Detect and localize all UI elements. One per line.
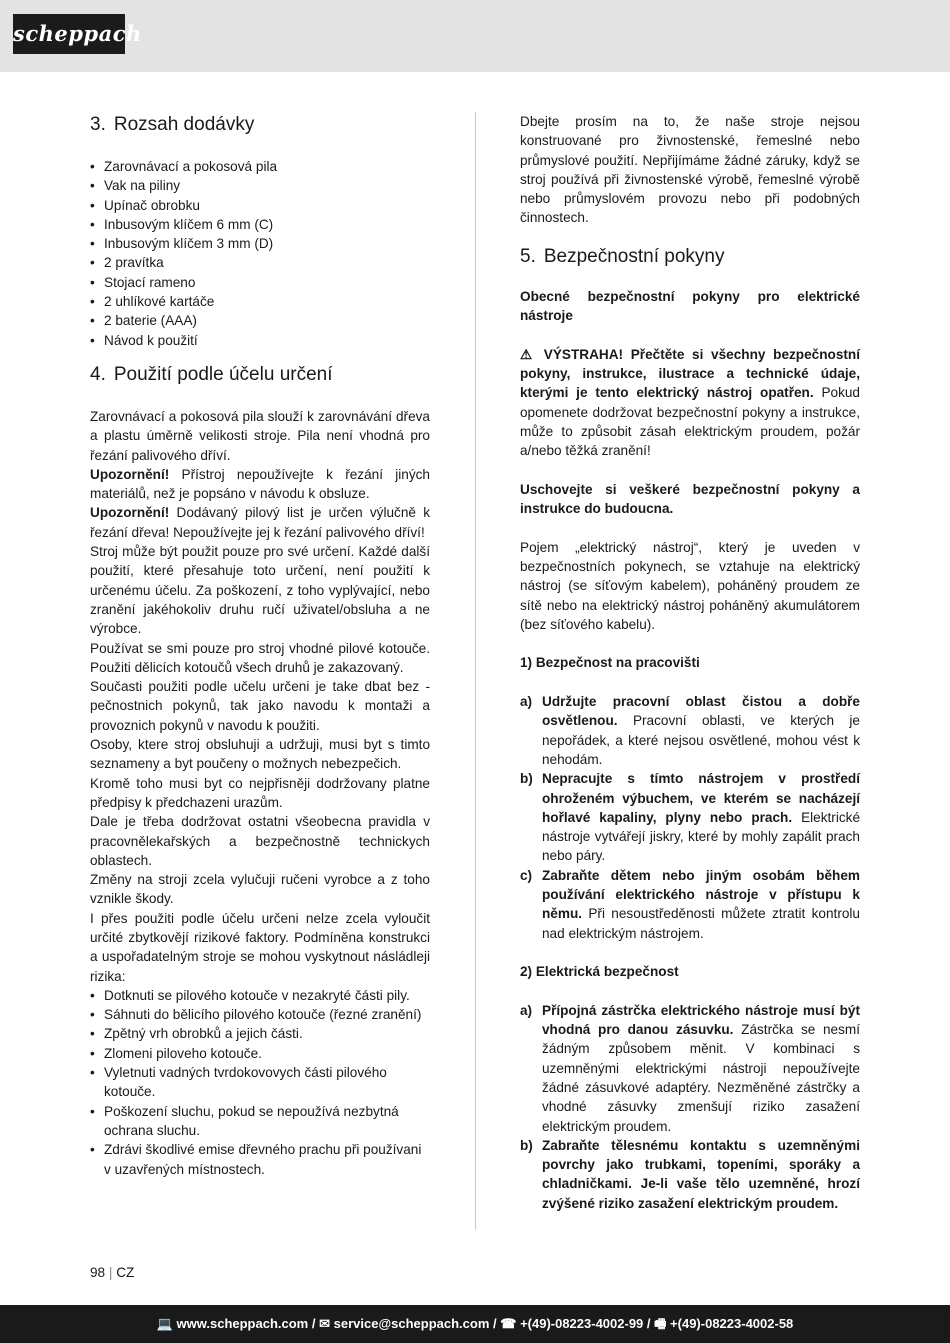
list-item: • 2 baterie (AAA): [90, 311, 430, 330]
list-item: b) Nepracujte s tímto nástrojem v prostředí ohroženém výbuchem, ve kterém se nacházejí hořlavé kapaliny, plyny nebo prach. Elektrické nástroje vytvářejí jiskry, které by mohly zapálit prach nebo páry.: [520, 771, 861, 864]
list-item: • Sáhnuti do bělicího pilového kotouče (řezné zranění): [90, 1005, 430, 1024]
column-divider: [475, 112, 476, 1230]
warning-icon: ⚠: [520, 346, 537, 362]
list-item: • 2 uhlíkové kartáče: [90, 292, 430, 311]
general-safety-heading: Obecné bezpečnostní pokyny pro elektrické nástroje: [520, 288, 860, 324]
list-item: • Upínač obrobku: [90, 196, 430, 215]
phone-number: +(49)-08223-4002-99: [520, 1316, 644, 1331]
paragraph: Používat se smi pouze pro stroj vhodné pilové kotouče. Použiti dělicích kotoučů všech druhů je zakazovaný.: [90, 640, 430, 675]
paragraph: Kromě toho musi byt co nejpřisněji dodržovany platne předpisy k předchazeni urazům.: [90, 775, 430, 810]
list-item: • Zpětný vrh obrobků a jejich části.: [90, 1024, 430, 1043]
list-item: • Návod k použití: [90, 331, 430, 350]
paragraph: Změny na stroji zcela vylučuji ručeni vyrobce a z toho vznikle škody.: [90, 872, 430, 907]
left-column: [90, 112, 430, 1179]
page-number: 98 | CZ: [90, 1265, 135, 1280]
paragraph: Současti použiti podle učelu určeni je take dbat bez - pečnostnich pokynů, tak jako navodu k montaži a provoznich pokynů v navodu k použiti.: [90, 679, 430, 733]
list-item: a) Udržujte pracovní oblast čistou a dobře osvětlenou. Pracovní oblasti, ve kterých je nepořádek, a které nejsou osvětlené, mohou vést k nehodám.: [520, 694, 860, 767]
fax-number: +(49)-08223-4002-58: [670, 1316, 794, 1331]
page-header: [0, 0, 950, 72]
mail-icon: ✉: [319, 1316, 330, 1331]
list-item: • Inbusovým klíčem 6 mm (C): [90, 215, 430, 234]
intended-use-paragraph: Zarovnávací a pokosová pila slouží k zarovnávání dřeva a plastu úměrně velikosti stroje. Pila není vhodná pro řezání palivového dříví.: [90, 408, 430, 463]
website-link[interactable]: www.scheppach.com: [176, 1316, 309, 1331]
warning-paragraph: Upozornění! Přístroj nepoužívejte k řezání jiných materiálů, než je popsáno v návodu k obsluze.: [90, 466, 430, 502]
list-item: • Zdrávi škodlivé emise dřevného prachu při používani v uzavřených místnostech.: [90, 1140, 430, 1179]
delivery-scope-list: [90, 157, 430, 350]
page-footer: 💻 www.scheppach.com / ✉ service@scheppach.com / ☎ +(49)-08223-4002-99 / 🖷 +(49)-08223-4002-58: [0, 1305, 950, 1343]
list-item: • Stojací rameno: [90, 273, 430, 292]
scheppach-logo: scheppach: [13, 14, 125, 54]
phone-icon: ☎: [500, 1316, 517, 1331]
list-item: • Inbusovým klíčem 3 mm (D): [90, 234, 430, 253]
intro-paragraph: Dbejte prosím na to, že naše stroje nejsou konstruované pro živnostenské, řemeslné nebo průmyslové použití. Nepřijímáme žádné záruky, když se stroj používá při živnostenské výrobě, řemeslné výrobě nebo průmyslovém provozu nebo při podobných činnostech.: [520, 114, 860, 226]
paragraph: Dale je třeba dodržovat ostatni všeobecna pravidla v pracovnělekařských a bezpečnostně technickych oblastech.: [90, 814, 430, 868]
residual-risks-list: [90, 986, 430, 1179]
warning-paragraph: Upozornění! Dodávaný pilový list je určen výlučně k řezání dřeva! Nepoužívejte jej k řezání palivového dříví!: [90, 505, 430, 540]
electrical-safety-heading: 2) Elektrická bezpečnost: [520, 964, 679, 980]
fax-icon: 🖷: [654, 1316, 667, 1331]
term-definition: Pojem „elektrický nástroj“, který je uveden v bezpečnostních pokynech, se vztahuje na elektrický nástroj (se síťovým kabelem), poháněný proudem ze sítě nebo na elektrický nástroj poháněný akumulátorem (bez síťového kabelu).: [520, 539, 860, 632]
list-item: • Zarovnávací a pokosová pila: [90, 157, 430, 176]
list-item: • Poškození sluchu, pokud se nepoužívá nezbytná ochrana sluchu.: [90, 1102, 430, 1141]
computer-icon: 💻: [156, 1316, 173, 1331]
electrical-safety-list: [520, 1001, 860, 1213]
paragraph: Osoby, ktere stroj obsluhuji a udržuji, musi byt s timto seznameny a byt poučeny o možnych nebezpečich.: [90, 737, 430, 772]
list-item: b) Zabraňte tělesnému kontaktu s uzemněnými povrchy jako trubkami, topeními, sporáky a chladničkami. Je-li vaše tělo uzemněné, hrozí zvýšené riziko zasažení elektrickým proudem.: [520, 1137, 860, 1211]
keep-instructions: Uschovejte si veškeré bezpečnostní pokyny a instrukce do budoucna.: [520, 481, 860, 517]
right-column: [520, 112, 860, 1213]
list-item: • Vak na piliny: [90, 176, 430, 195]
list-item: • Vyletnuti vadných tvrdokovovych části pilového kotouče.: [90, 1063, 430, 1102]
list-item: • 2 pravítka: [90, 253, 430, 272]
email-link[interactable]: service@scheppach.com: [333, 1316, 490, 1331]
list-item: a) Přípojná zástrčka elektrického nástroje musí být vhodná pro danou zásuvku. Zástrčka se nesmí žádným způsobem měnit. V kombinaci s uzemněnými elektrickými nástroji nepoužívejte žádné zásuvkové adaptéry. Nezměněné zástrčky a vhodné zásuvky zmenšují riziko zasažení elektrickým proudem.: [520, 1002, 860, 1134]
warning-paragraph: ⚠ VÝSTRAHA! Přečtěte si všechny bezpečnostní pokyny, instrukce, ilustrace a technické údaje, kterými je tento elektrický nástroj opatřen. Pokud opomenete dodržovat bezpečnostní pokyny a instrukce, může to způsobit zásah elektrickým proudem, požár a/nebo těžká zranění!: [520, 346, 860, 459]
list-item: • Zlomeni piloveho kotouče.: [90, 1044, 430, 1063]
section-4-heading: 4. Použití podle účelu určení: [90, 363, 333, 385]
workplace-safety-heading: 1) Bezpečnost na pracovišti: [520, 655, 700, 671]
section-5-heading: 5. Bezpečnostní pokyny: [520, 245, 725, 267]
workplace-safety-list: [520, 692, 860, 943]
section-3-heading: 3. Rozsah dodávky: [90, 114, 255, 135]
paragraph: I přes použiti podle účelu určeni nelze zcela vyloučit určité zbytkovějí rizikové faktory. Podmíněna konstrukci a uspořadatelným stroje se mohou vyskytnout násládleji rizika:: [90, 910, 430, 984]
paragraph: Stroj může být použit pouze pro své určení. Každé další použití, které přesahuje toto určení, není použití k určenému účelu. Za poškození, z toho vyplývající, nebo zranění jakéhokoliv druhu ručí uživatel/obsluha a ne výrobce.: [90, 544, 430, 637]
list-item: c) Zabraňte dětem nebo jiným osobám během používání elektrického nástroje v přístupu k němu. Při nesoustředěnosti můžete ztratit kontrolu nad elektrickým nástrojem.: [520, 867, 860, 941]
list-item: • Dotknuti se pilového kotouče v nezakryté části pily.: [90, 986, 430, 1005]
